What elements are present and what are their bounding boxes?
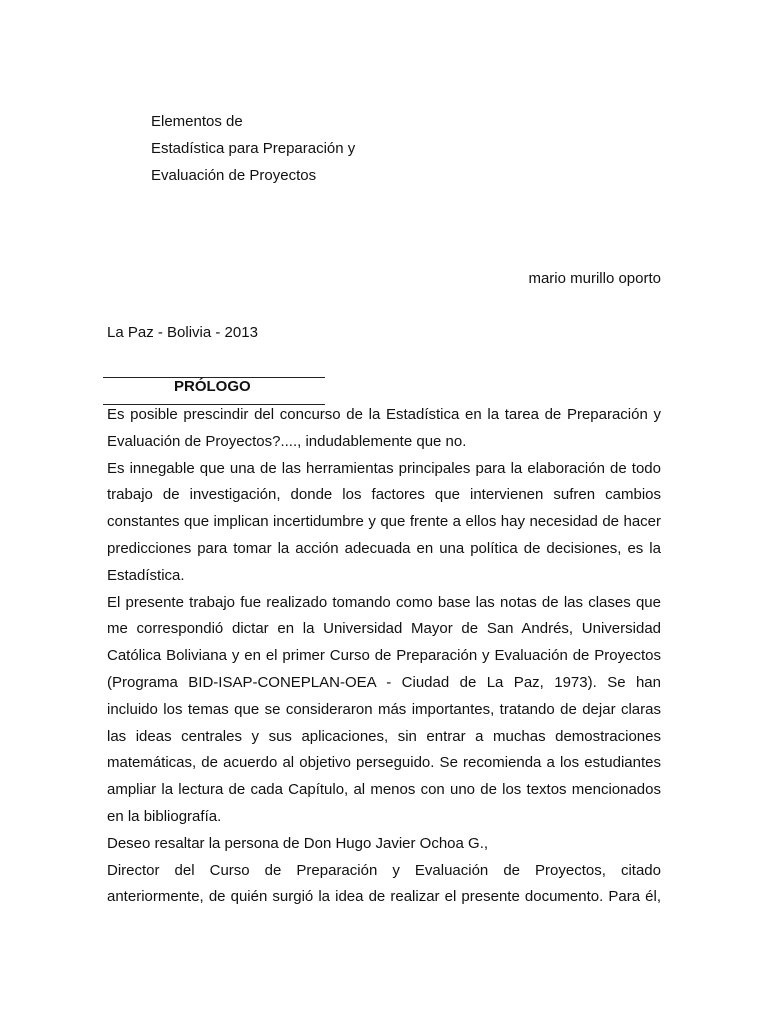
body-line: me correspondió dictar en la Universidad Mayor de San Andrés, Universidad: [107, 620, 661, 638]
place-and-date: La Paz - Bolivia - 2013: [107, 324, 258, 341]
body-line: Católica Boliviana y en el primer Curso de Preparación y Evaluación de Proyectos: [107, 647, 661, 665]
prologue-body: [107, 402, 661, 911]
body-line: Es innegable que una de las herramientas principales para la elaboración de todo: [107, 459, 661, 477]
body-line: Evaluación de Proyectos?...., indudablemente que no.: [107, 432, 467, 450]
body-line: Deseo resaltar la persona de Don Hugo Javier Ochoa G.,: [107, 834, 489, 852]
body-line: matemáticas, de acuerdo al objetivo perseguido. Se recomienda a los estudiantes: [107, 754, 661, 772]
body-line: (Programa BID-ISAP-CONEPLAN-OEA - Ciudad de La Paz, 1973). Se han: [107, 673, 661, 691]
body-line: El presente trabajo fue realizado tomando como base las notas de las clases que: [107, 593, 661, 611]
body-line: Estadística.: [107, 566, 185, 584]
title-line: Evaluación de Proyectos: [151, 167, 317, 184]
title-line: Elementos de: [151, 113, 243, 130]
author-name: mario murillo oporto: [528, 270, 661, 287]
body-line: Es posible prescindir del concurso de la Estadística en la tarea de Preparación y: [107, 406, 661, 423]
section-heading-prologo: PRÓLOGO: [174, 378, 251, 395]
body-line: ampliar la lectura de cada Capítulo, al menos con uno de los textos mencionados: [107, 781, 661, 799]
body-line: incluido los temas que se consideraron más importantes, tratando de dejar claras: [107, 700, 661, 718]
document-title: [151, 108, 355, 189]
body-line: predicciones para tomar la acción adecuada en una política de decisiones, es la: [107, 539, 661, 557]
body-line: las ideas centrales y sus aplicaciones, sin entrar a muchas demostraciones: [107, 727, 661, 745]
title-line: Estadística para Preparación y: [151, 140, 356, 157]
body-line: Director del Curso de Preparación y Evaluación de Proyectos, citado: [107, 861, 661, 879]
body-line: trabajo de investigación, donde los factores que intervienen sufren cambios: [107, 486, 661, 504]
body-line: anteriormente, de quién surgió la idea de realizar el presente documento. Para él,: [107, 888, 661, 906]
body-line: constantes que implican incertidumbre y que frente a ellos hay necesidad de hacer: [107, 513, 661, 531]
body-line: en la bibliografía.: [107, 807, 222, 825]
